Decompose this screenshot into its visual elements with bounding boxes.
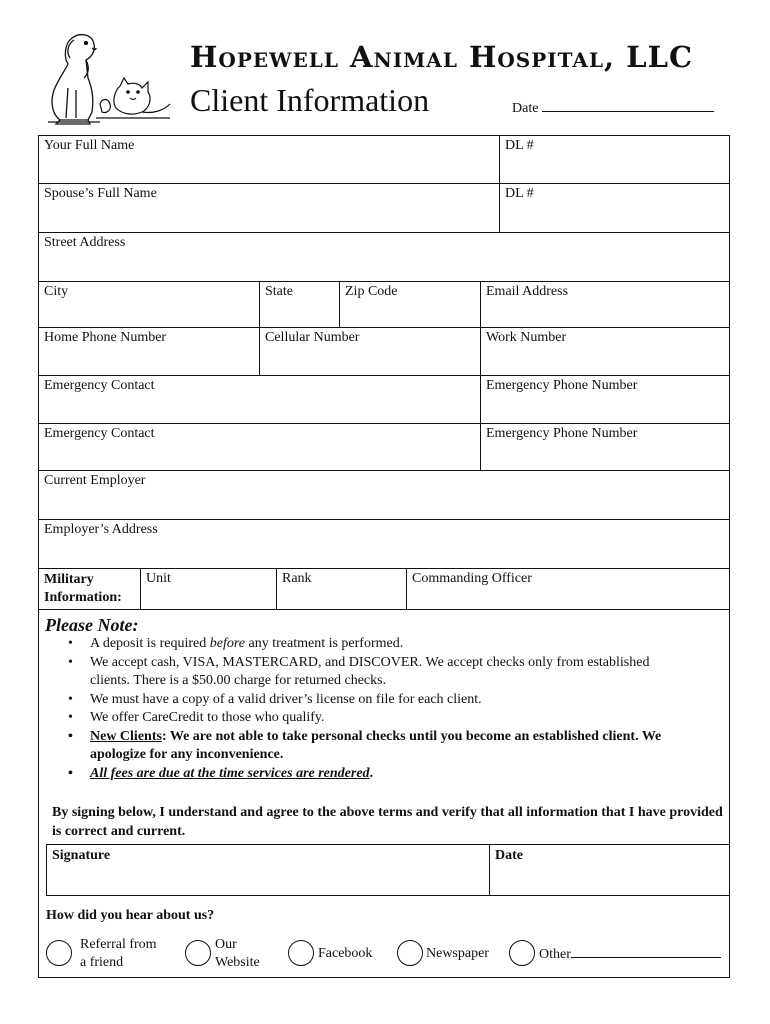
emergency-phone-2-field[interactable] — [480, 423, 730, 470]
unit-field[interactable] — [140, 568, 276, 609]
state-field[interactable] — [259, 281, 339, 327]
dl-number-field[interactable] — [499, 135, 730, 183]
email-label: Email Address — [486, 284, 569, 299]
referral-friend-option: Referral from a friend — [80, 937, 157, 970]
spouse-name-label: Spouse’s Full Name — [44, 186, 157, 201]
rank-field[interactable] — [276, 568, 406, 609]
zip-code-field[interactable] — [339, 281, 480, 327]
newspaper-option: Newspaper — [426, 946, 489, 961]
please-note-heading: Please Note: — [45, 615, 139, 635]
note-carecredit: • We offer CareCredit to those who qualify. — [68, 709, 718, 728]
spouse-name-field[interactable] — [38, 183, 499, 232]
city-field[interactable] — [38, 281, 259, 327]
employer-address-label: Employer’s Address — [44, 522, 158, 537]
referral-question: How did you hear about us? — [46, 908, 215, 923]
home-phone-field[interactable] — [38, 327, 259, 375]
email-field[interactable] — [480, 281, 730, 327]
website-option: Our Website — [215, 937, 260, 970]
spouse-dl-number-label: DL # — [505, 186, 534, 201]
cell-phone-field[interactable] — [259, 327, 480, 375]
employer-address-field[interactable] — [38, 519, 730, 568]
rank-label: Rank — [282, 571, 312, 586]
signature-date-label: Date — [495, 848, 523, 863]
signature-date-field[interactable] — [489, 845, 729, 895]
street-address-label: Street Address — [44, 235, 126, 250]
note-new-clients: • New Clients: We are not able to take personal checks until you become an established client. We apologize for any inconvenience. — [68, 728, 718, 765]
street-address-field[interactable] — [38, 232, 730, 281]
dl-number-label: DL # — [505, 138, 534, 153]
full-name-field[interactable] — [38, 135, 499, 183]
note-drivers-license: • We must have a copy of a valid driver’s license on file for each client. — [68, 691, 718, 710]
emergency-contact-2-field[interactable] — [38, 423, 480, 470]
agreement-statement: By signing below, I understand and agree to the above terms and verify that all information that I have provided is correct and current. — [52, 805, 723, 839]
document-title: Client Information — [190, 82, 430, 118]
emergency-phone-2-label: Emergency Phone Number — [486, 426, 638, 441]
zip-code-label: Zip Code — [345, 284, 398, 299]
emergency-contact-label: Emergency Contact — [44, 378, 155, 393]
military-label-line2: Information: — [44, 590, 122, 605]
unit-label: Unit — [146, 571, 171, 586]
facebook-radio[interactable] — [288, 940, 314, 966]
current-employer-label: Current Employer — [44, 473, 146, 488]
policy-notes-list — [68, 635, 718, 783]
military-info-label — [38, 568, 140, 609]
emergency-contact-2-label: Emergency Contact — [44, 426, 155, 441]
work-phone-label: Work Number — [486, 330, 567, 345]
newspaper-radio[interactable] — [397, 940, 423, 966]
work-phone-field[interactable] — [480, 327, 730, 375]
header-date-line — [542, 99, 714, 112]
full-name-label: Your Full Name — [44, 138, 135, 153]
home-phone-label: Home Phone Number — [44, 330, 167, 345]
emergency-phone-label: Emergency Phone Number — [486, 378, 638, 393]
signature-field[interactable] — [46, 845, 489, 895]
state-label: State — [265, 284, 293, 299]
other-radio[interactable] — [509, 940, 535, 966]
commanding-officer-field[interactable] — [406, 568, 730, 609]
current-employer-field[interactable] — [38, 470, 730, 519]
spouse-dl-number-field[interactable] — [499, 183, 730, 232]
military-label-line1: Military — [44, 572, 94, 587]
header-date-field[interactable] — [512, 99, 714, 117]
cell-phone-label: Cellular Number — [265, 330, 360, 345]
note-deposit: • A deposit is required before any treatment is performed. — [68, 635, 718, 654]
row-divider — [38, 609, 730, 610]
header-date-label: Date — [512, 101, 539, 116]
note-fees-due: • All fees are due at the time services are rendered. — [68, 765, 718, 784]
hospital-name: Hopewell Animal Hospital, LLC — [190, 40, 694, 74]
city-label: City — [44, 284, 69, 299]
note-payment-methods: • We accept cash, VISA, MASTERCARD, and DISCOVER. We accept checks only from established clients. There is a $50.00 charge for returned checks. — [68, 654, 718, 691]
referral-friend-radio[interactable] — [46, 940, 72, 966]
commanding-officer-label: Commanding Officer — [412, 571, 532, 586]
dog-and-cat-illustration — [30, 28, 180, 128]
other-option[interactable]: Other — [539, 945, 721, 964]
emergency-phone-field[interactable] — [480, 375, 730, 423]
other-fill-line — [571, 945, 721, 958]
website-radio[interactable] — [185, 940, 211, 966]
facebook-option: Facebook — [318, 946, 373, 961]
emergency-contact-field[interactable] — [38, 375, 480, 423]
signature-label: Signature — [52, 848, 111, 863]
